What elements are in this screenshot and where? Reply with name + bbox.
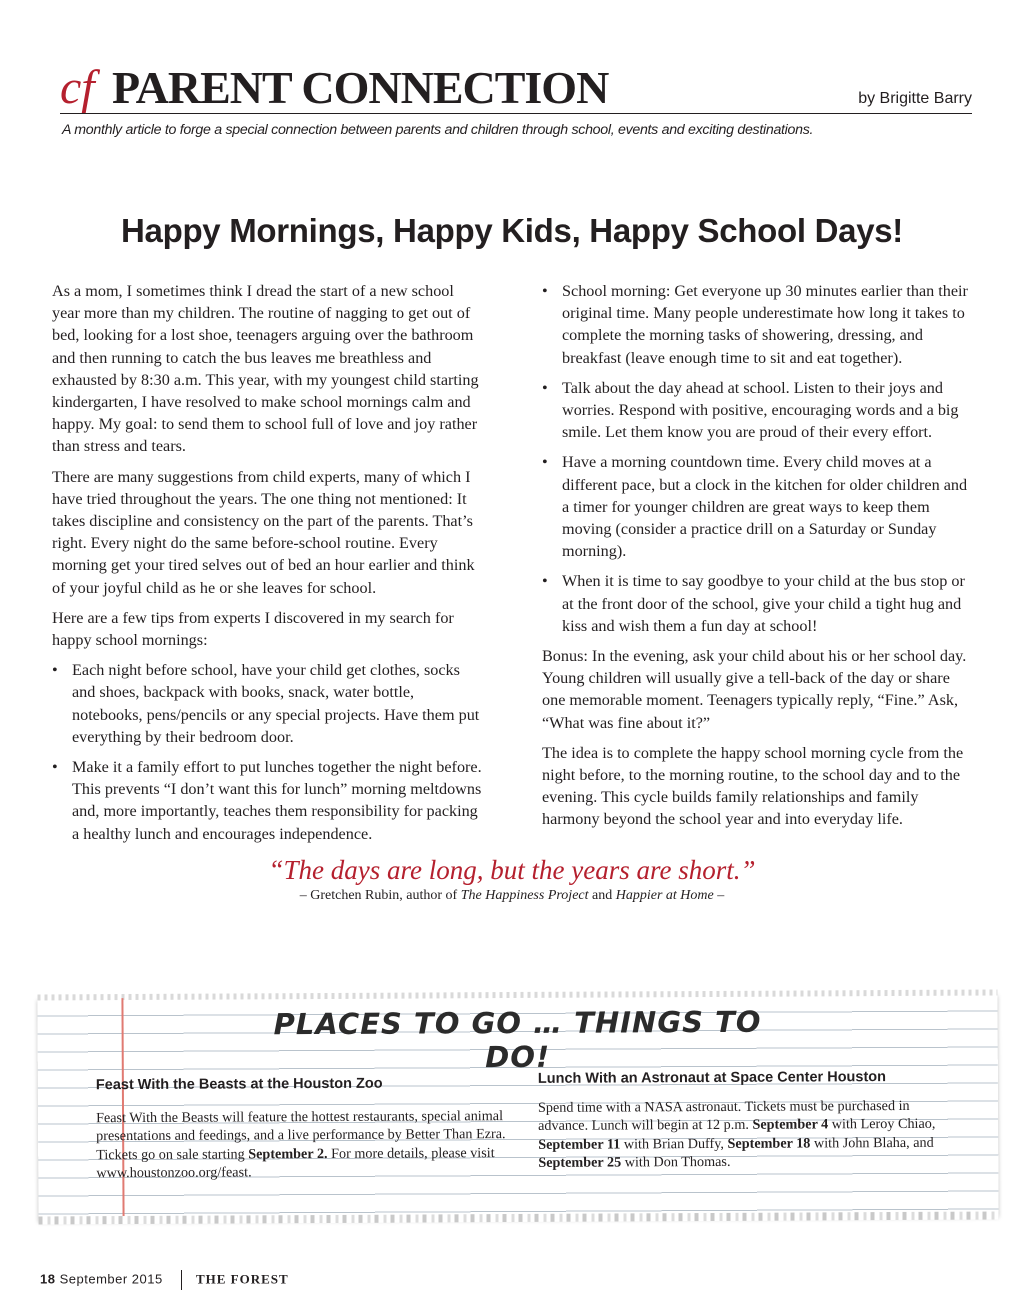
- bullet-icon: •: [52, 758, 58, 777]
- article-left-column: [52, 280, 484, 853]
- tip-item: [52, 756, 484, 845]
- torn-edge: [39, 1211, 999, 1224]
- paragraph: As a mom, I sometimes think I dread the start of a new school year more than my children. The routine of nagging to get out of bed, looking for a lost shoe, teenagers arguing over the bathroom and then running to catch the bus leaves me breathless and exhausted by 8:30 a.m. This year, with my youngest child starting kindergarten, I have resolved to make school mornings calm and happy. My goal: to send them to school full of love and joy rather than stress and tears.: [52, 282, 479, 456]
- tip-text: Each night before school, have your child get clothes, socks and shoes, backpack with books, snack, water bottle, notebooks, pens/pencils or any special projects. Have them put everything by their bedroom door.: [72, 661, 480, 746]
- section-header: [60, 60, 972, 114]
- event-title: Lunch With an Astronaut at Space Center Houston: [537, 1069, 887, 1087]
- torn-edge: [37, 989, 997, 1000]
- book-title: The Happiness Project: [460, 888, 589, 903]
- notebook-paper: [37, 993, 998, 1220]
- bullet-icon: •: [542, 378, 548, 397]
- section-title: PARENT CONNECTION: [112, 62, 609, 113]
- bullet-icon: •: [542, 453, 548, 472]
- tip-text: Have a morning countdown time. Every child moves at a different pace, but a clock in the kitchen for older children and a timer for younger children are great ways to keep them moving (consider a practice drill on a Saturday or Sunday morning).: [562, 453, 968, 561]
- event-houston-zoo: [96, 1074, 517, 1183]
- book-title: Happier at Home: [615, 888, 714, 903]
- tip-text: When it is time to say goodbye to your child at the bus stop or at the front door of the school, give your child a tight hug and kiss and wish them a fun day at school!: [562, 572, 965, 635]
- event-space-center: [538, 1068, 939, 1173]
- byline: by Brigitte Barry: [858, 90, 972, 107]
- tip-item: [542, 377, 972, 444]
- article-headline: Happy Mornings, Happy Kids, Happy School Days!: [121, 212, 903, 249]
- tips-list: [52, 659, 484, 845]
- page-number: 18: [40, 1271, 56, 1287]
- paragraph: Bonus: In the evening, ask your child about his or her school day. Young children will usually give a tell-back of the day or share one memorable moment. Teenagers typically reply, “Fine.” Ask, “What was fine about it?”: [542, 647, 967, 732]
- article-right-column: [542, 280, 972, 839]
- quote-credit: [0, 888, 1024, 904]
- tip-item: [52, 659, 484, 748]
- bullet-icon: •: [52, 661, 58, 680]
- credit-and: and: [592, 888, 613, 903]
- page-footer: [40, 1270, 289, 1290]
- places-title: PLACES TO GO … THINGS TO DO!: [273, 1004, 762, 1075]
- tip-text: Make it a family effort to put lunches together the night before. This prevents “I don’t want this for lunch” morning meltdowns and, more importantly, teaches them responsibility for packing a healthy lunch and encourages independence.: [72, 758, 482, 843]
- tips-list: [542, 280, 972, 637]
- event-title: Feast With the Beasts at the Houston Zoo: [95, 1075, 383, 1094]
- credit-prefix: – Gretchen Rubin, author of: [299, 888, 458, 903]
- paragraph: The idea is to complete the happy school morning cycle from the night before, to the morning routine, to the school day and to the evening. This cycle builds family relationships and family harmony beyond the school year and into everyday life.: [542, 743, 964, 829]
- tip-item: [542, 451, 972, 562]
- tip-item: [542, 570, 972, 637]
- bullet-icon: •: [542, 572, 548, 591]
- tip-text: School morning: Get everyone up 30 minutes earlier than their original time. Many people underestimate how long it takes to complete the morning tasks of showering, dressing, and breakfast (leave enough time to sit and eat together).: [562, 282, 968, 367]
- footer-divider: [181, 1270, 182, 1290]
- credit-suffix: –: [717, 888, 725, 903]
- paragraph: Here are a few tips from experts I discovered in my search for happy school mornings:: [52, 608, 454, 650]
- cf-logo: cf: [60, 61, 95, 114]
- event-description: Feast With the Beasts will feature the hottest restaurants, special animal presentations and feedings, and a live performance by Better Than Ezra. Tickets go on sale starting September 2. For more details, please visit www.houstonzoo.org/feast.: [96, 1107, 506, 1182]
- tip-text: Talk about the day ahead at school. Listen to their joys and worries. Respond with positive, encouraging words and a big smile. Let them know you are proud of their every effort.: [562, 378, 959, 442]
- tip-item: [542, 280, 972, 369]
- tagline: A monthly article to forge a special connection between parents and children through school, events and exciting destinations.: [62, 122, 814, 138]
- paragraph: There are many suggestions from child experts, many of which I have tried throughout the years. The one thing not mentioned: It takes discipline and consistency on the part of the parents. That’s right. Every night do the same before-school routine. Every morning get your tired selves out of bed an hour earlier and think of your joyful child as he or she leaves for school.: [52, 467, 475, 597]
- event-description: Spend time with a NASA astronaut. Tickets must be purchased in advance. Lunch will begin at 12 p.m. September 4 with Leroy Chiao, September 11 with Brian Duffy, September 18 with John Blaha, and September 25 with Don Thomas.: [537, 1097, 936, 1171]
- magazine-name: THE FOREST: [195, 1271, 289, 1287]
- issue-date: September 2015: [59, 1271, 163, 1287]
- pull-quote: “The days are long, but the years are short.”: [268, 855, 756, 885]
- bullet-icon: •: [542, 282, 548, 300]
